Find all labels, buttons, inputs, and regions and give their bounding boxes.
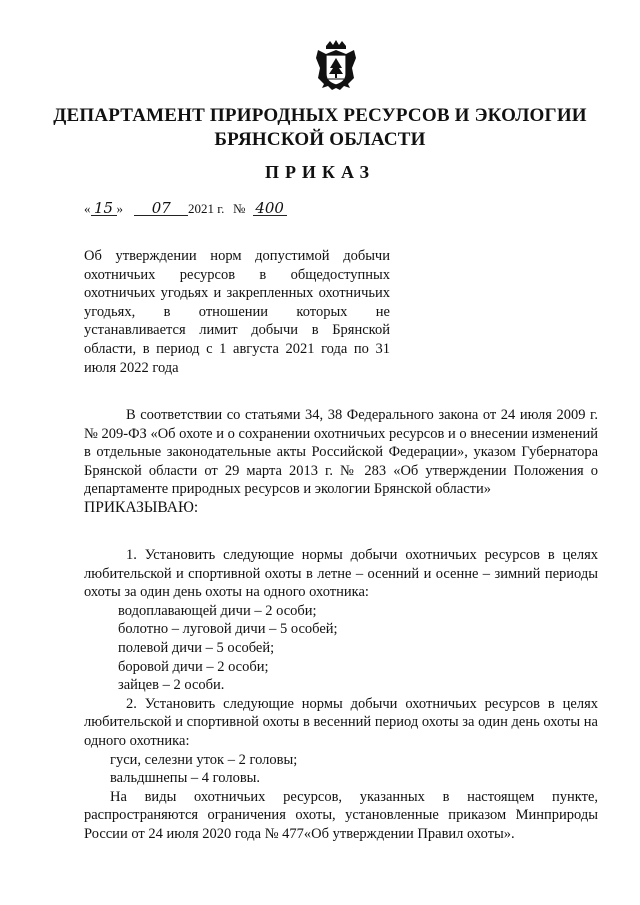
order-word: ПРИКАЗЫВАЮ:: [84, 498, 199, 516]
list-item: зайцев – 2 особи.: [118, 677, 225, 694]
date-open-quote: «: [84, 201, 91, 216]
list-item: полевой дичи – 5 особей;: [118, 639, 275, 656]
list-item: вальдшнепы – 4 головы.: [110, 770, 261, 787]
preamble: В соответствии со статьями 34, 38 Федерального закона от 24 июля 2009 г. № 209-ФЗ «Об охоте и о сохранении охотничьих ресурсов и о внесении изменений в отдельные законодательные акты Российской Федерации», указом Губернатора Брянской области от 29 марта 2013 г. № 283 «Об утверждении Положения о департаменте природных ресурсов и экологии Брянской области»: [84, 407, 598, 498]
point-1: [84, 546, 598, 844]
date-month: 07: [134, 201, 188, 216]
date-day: 15: [91, 201, 117, 216]
order-number: 400: [253, 201, 287, 216]
list-item: водоплавающей дичи – 2 особи;: [118, 602, 317, 619]
coat-of-arms-icon: [314, 38, 358, 92]
order-subject: Об утверждении норм допустимой добычи охотничьих ресурсов в общедоступных охотничьих угодьях и закрепленных охотничьих угодьях, в отношении которых не устанавливается лимит добычи в Брянской области, в период с 1 августа 2021 года по 31 июля 2022 года: [84, 248, 390, 376]
date-year: 2021 г.: [188, 201, 225, 216]
department-name-line2: БРЯНСКОЙ ОБЛАСТИ: [214, 129, 426, 150]
list-item: боровой дичи – 2 особи;: [118, 658, 269, 675]
point-1-text: 1. Установить следующие нормы добычи охотничьих ресурсов в целях любительской и спортивной охоты в летне – осенний и осенне – зимний периоды охоты за один день охоты на одного охотника:: [84, 547, 598, 601]
number-sign: №: [233, 201, 246, 216]
department-name-line1: ДЕПАРТАМЕНТ ПРИРОДНЫХ РЕСУРСОВ И ЭКОЛОГИИ: [53, 105, 587, 126]
point-2-note: На виды охотничьих ресурсов, указанных в настоящем пункте, распространяются ограничения охоты, установленные приказом Минприроды России от 24 июля 2020 года № 477«Об утверждении Правил охоты».: [84, 788, 598, 842]
list-item: гуси, селезни уток – 2 головы;: [110, 751, 298, 768]
preamble-block: [84, 406, 598, 518]
order-number-block: [233, 201, 287, 217]
document-type: ПРИКАЗ: [264, 162, 376, 182]
point-2-text: 2. Установить следующие нормы добычи охотничьих ресурсов в целях любительской и спортивной охоты в весенний период охоты за один день охоты на одного охотника:: [84, 695, 598, 749]
order-date: [84, 201, 188, 217]
list-item: болотно – луговой дичи – 5 особей;: [118, 621, 338, 638]
date-close-quote: »: [116, 201, 123, 216]
